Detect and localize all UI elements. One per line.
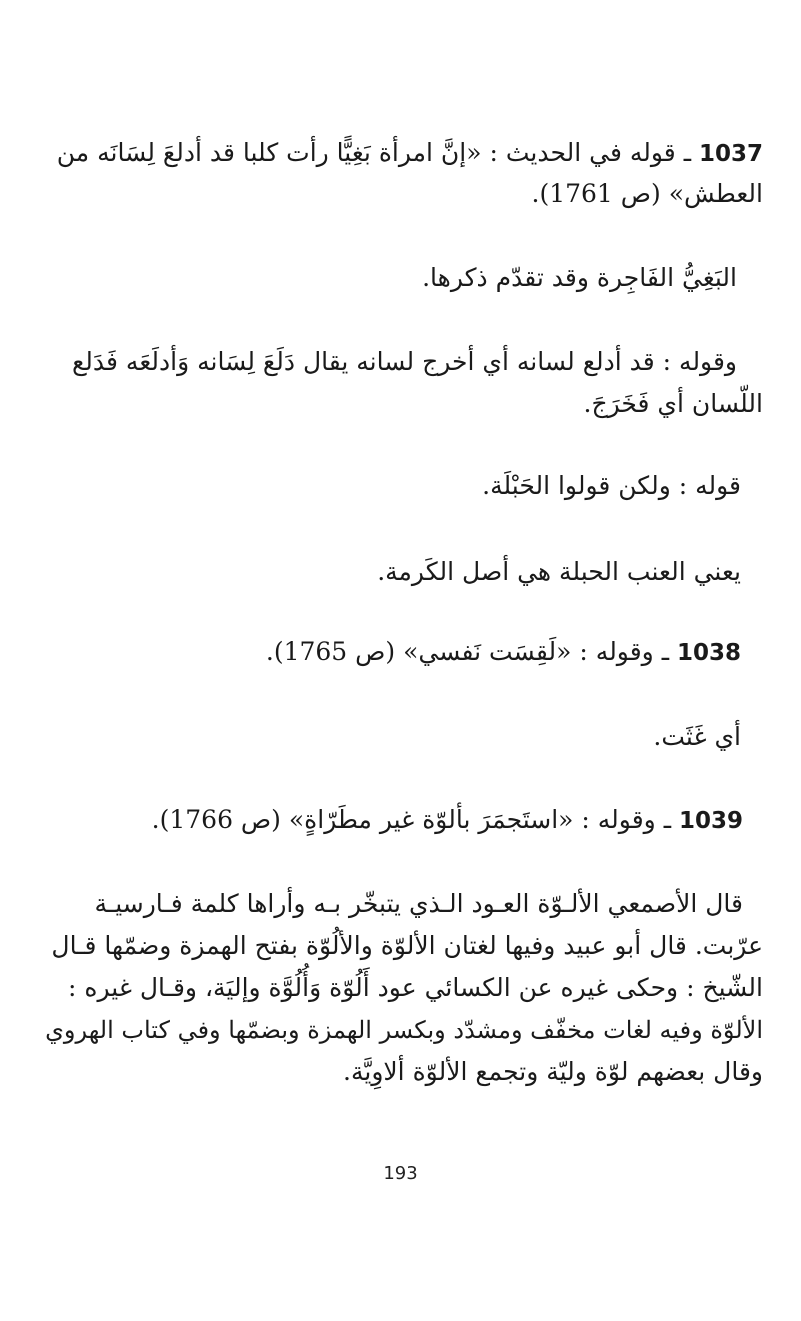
- commentary-line-1: قال الأصمعي الألـوّة العـود الـذي يتبخّر بـه وأراها كلمة فـارسيـة: [94, 889, 743, 918]
- entry-1039: [152, 800, 743, 841]
- entry-1037-line-2: [532, 174, 764, 214]
- quote-paragraph: قوله : ولكن قولوا الحَبْلَة.: [482, 471, 741, 500]
- entry-number: 1039: [678, 808, 743, 834]
- entry-dash: ـ: [653, 637, 670, 666]
- explanation-line-1: وقوله : قد أدلع لسانه أي أخرج لسانه يقال دَلَعَ لِسَانه وَأدلَعَه فَدَلع: [71, 347, 737, 376]
- entry-text: قوله في الحديث : «إنَّ امرأة بَغِيًّا رأت كلبا قد أدلعَ لِسَانَه من: [56, 138, 676, 167]
- explanation-line-2: اللّسان أي فَخَرَجَ.: [583, 389, 763, 418]
- commentary-line-5: وقال بعضهم لوّة وليّة وتجمع الألوّة ألاوِيَّة.: [343, 1057, 763, 1086]
- definition-paragraph: البَغِيُّ الفَاجِرة وقد تقدّم ذكرها.: [422, 263, 737, 292]
- entry-number: 1038: [676, 640, 741, 666]
- entry-dash: ـ: [655, 805, 672, 834]
- entry-text: العطش» (ص 1761).: [531, 179, 763, 208]
- commentary-line-2: عرّبت. قال أبو عبيد وفيها لغتان الألوّة والألُوّة بفتح الهمزة وضمّها قـال: [51, 931, 763, 960]
- entry-dash: ـ: [675, 138, 692, 167]
- entry-text: وقوله : «لَقِسَت نَفسي» (ص 1765).: [265, 637, 654, 666]
- entry-1037-line-1: [56, 133, 763, 174]
- gloss-paragraph: أي غَثَت.: [653, 722, 741, 751]
- commentary-line-4: الألوّة وفيه لغات مخفّف ومشدّد وبكسر الهمزة وبضمّها وفي كتاب الهروي: [45, 1016, 763, 1044]
- commentary-line-3: الشّيخ : وحكى غيره عن الكسائي عود أَلُوّة وَأُلُوَّة وإليَة، وقـال غيره :: [68, 973, 763, 1002]
- entry-1038: [266, 632, 741, 673]
- page-number: 193: [383, 1163, 418, 1184]
- entry-text: وقوله : «استَجمَرَ بألوّة غير مطَرّاةٍ» (ص 1766).: [151, 805, 656, 834]
- entry-number: 1037: [698, 141, 763, 167]
- meaning-paragraph: يعني العنب الحبلة هي أصل الكَرمة.: [377, 557, 741, 586]
